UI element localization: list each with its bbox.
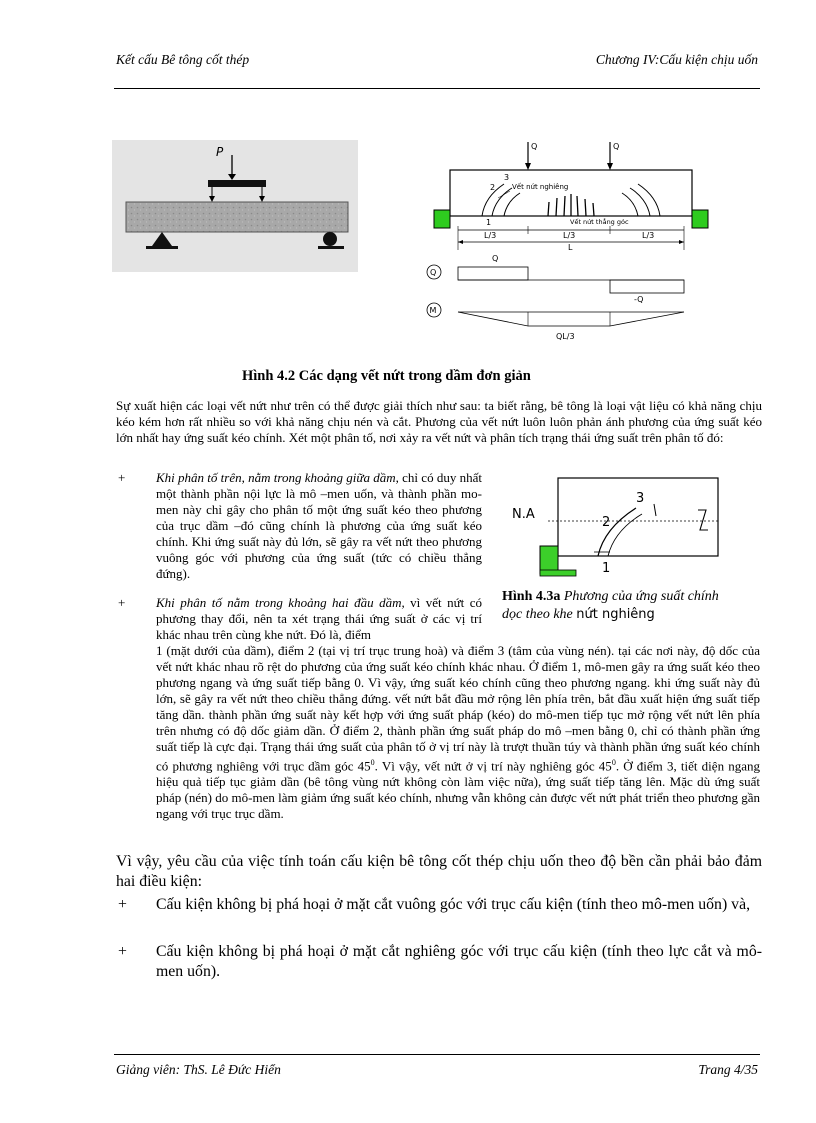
intro-paragraph: Sự xuất hiện các loại vết nứt như trên có thể được giải thích như sau: ta biết rằng, bê tông là loại vật liệu có khả năng chịu kéo kém hơn rất nhiều so với khả năng chịu nén và cắt. Phương của vết nứt luôn luôn phản ánh phương của ứng suất kéo lớn nhất hay ứng suất kéo chính. Xét một phân tố, nơi xảy ra vết nứt và phân tích trạng thái ứng suất trên phân tố đó: bbox=[116, 398, 762, 445]
footer-right: Trang 4/35 bbox=[698, 1062, 758, 1077]
header-rule bbox=[114, 88, 760, 89]
footer-left: Giảng viên: ThS. Lê Đức Hiển bbox=[116, 1062, 281, 1077]
svg-text:-Q: -Q bbox=[634, 295, 644, 304]
condition-2-marker: + bbox=[118, 943, 127, 960]
svg-text:Q: Q bbox=[531, 142, 538, 151]
figure-43a-caption-tail: nứt nghiêng bbox=[576, 607, 655, 622]
svg-text:L/3: L/3 bbox=[642, 231, 655, 240]
bullet-2-continuation: 1 (mặt dưới của dầm), điểm 2 (tại vị trí trục trung hoà) và điểm 3 (tâm của vùng nén). tại các nơi này, độ dốc của vết nứt khác nhau rõ rệt do phương của ứng suất kéo chính khác nhau. Ở điểm 1, mô-men gây ra ứng suất kéo theo phương ngang và ứng suất tiếp bằng 0. Vì vậy, ứng suất kéo chính cũng theo phương ngang. khi ứng suất này đủ lớn, sẽ gây ra vết nứt theo chiều thẳng đứng. vết nứt bắt đầu mở rộng lên phía trên, bắt đầu xuất hiện ứng suất tiếp tăng dần. thành phần ứng suất này kết hợp với ứng suất pháp (kéo) do mô-men tiếp tục mở rộng vết nứt lên phía trên nhưng có độ dốc giảm dần. Ở điểm 2, thành phần ứng suất pháp do mô –men bằng 0, chỉ có thành phần ứng suất tiếp là cực đại. Trạng thái ứng suất của phân tố ở vị trí này là trượt thuần túy và thành phần ứng suất kéo chính có phương nghiêng với trục dầm góc $45^0$. Vì vậy, vết nứt ở vị trí này nghiêng góc $45^0$. Ở điểm 3, tiết diện ngang hiệu quả tiếp tục giảm dần (bê tông vùng nứt không còn làm việc nữa), ứng suất tiếp tăng lên. Mặc dù ứng suất pháp (nén) do mô-men làm giảm ứng suất kéo chính, nhưng vẫn không cản được vết nứt phát triển theo phương gần ngang với trục trục dầm. bbox=[156, 643, 761, 822]
bullet-2-text: vì vết nứt có phương thay đổi, nên ta xét trạng thái ứng suất ở các vị trí khác nhau trên cùng khe nứt. Đó là, điểm bbox=[156, 595, 482, 642]
svg-text:Vết nứt thẳng góc: Vết nứt thẳng góc bbox=[570, 218, 629, 226]
beam-photo bbox=[112, 140, 358, 272]
na-label: N.A bbox=[512, 507, 535, 522]
figure-43a-caption-italic: Phương của ứng suất chính dọc theo khe bbox=[502, 589, 719, 622]
svg-text:2: 2 bbox=[490, 183, 496, 192]
bullet-2-lead: Khi phân tố nằm trong khoảng hai đầu dầm, bbox=[156, 595, 405, 610]
load-plate bbox=[208, 180, 266, 187]
condition-1: Cấu kiện không bị phá hoại ở mặt cắt vuông góc với trục cấu kiện (tính theo mô-men uốn) và, bbox=[156, 896, 751, 913]
left-support bbox=[434, 210, 450, 228]
header-right: Chương IV:Cấu kiện chịu uốn bbox=[595, 52, 758, 67]
crack-diagram bbox=[420, 138, 710, 348]
condition-2: Cấu kiện không bị phá hoại ở mặt cắt nghiêng góc với trục cấu kiện (tính theo lực cắt và mô-men uốn). bbox=[156, 943, 762, 980]
conclusion-paragraph: Vì vậy, yêu cầu của việc tính toán cấu kiện bê tông cốt thép chịu uốn theo độ bền cần phải bảo đảm hai điều kiện: bbox=[116, 853, 762, 890]
roller-support bbox=[323, 232, 337, 246]
svg-text:2: 2 bbox=[602, 515, 611, 530]
svg-text:1: 1 bbox=[486, 218, 492, 227]
bullet-1 bbox=[156, 470, 482, 582]
svg-text:3: 3 bbox=[636, 491, 645, 506]
concrete-beam bbox=[126, 202, 348, 232]
figure-43a-caption bbox=[502, 588, 742, 624]
svg-text:Q: Q bbox=[492, 254, 499, 263]
figure-42-caption: Hình 4.2 Các dạng vết nứt trong dầm đơn giản bbox=[242, 368, 531, 384]
bullet-1-text: chỉ có duy nhất một thành phần nội lực là mô –men uốn, và thành phần mo-men này chỉ gây cho phân tố một ứng suất kéo theo phương của trục dầm –đó cũng chính là phương của ứng suất kéo chính. Khi ứng suất này đủ lớn, sẽ gây ra vết nứt theo phương vuông góc với phương của ứng suất (tức có chiều thẳng đứng). bbox=[156, 470, 482, 581]
svg-text:3: 3 bbox=[504, 173, 510, 182]
condition-1-marker: + bbox=[118, 896, 127, 913]
load-label-p: P bbox=[216, 145, 224, 159]
bullet-1-marker: + bbox=[118, 470, 126, 485]
bullet-2 bbox=[156, 595, 482, 643]
pin-support bbox=[152, 232, 172, 246]
figure-43a bbox=[502, 474, 724, 584]
svg-text:Q: Q bbox=[430, 268, 437, 277]
svg-text:L: L bbox=[568, 243, 573, 252]
header-left: Kết cấu Bê tông cốt thép bbox=[116, 52, 250, 67]
figure-43a-caption-label: Hình 4.3a bbox=[502, 589, 561, 604]
svg-text:1: 1 bbox=[602, 561, 611, 576]
svg-text:L/3: L/3 bbox=[484, 231, 497, 240]
svg-text:QL/3: QL/3 bbox=[556, 332, 575, 341]
svg-text:L/3: L/3 bbox=[563, 231, 576, 240]
right-support bbox=[692, 210, 708, 228]
svg-text:Vết nứt nghiêng: Vết nứt nghiêng bbox=[512, 183, 569, 191]
footer-rule bbox=[114, 1054, 760, 1055]
svg-text:M: M bbox=[429, 306, 437, 315]
bullet-2-marker: + bbox=[118, 595, 126, 610]
svg-text:Q: Q bbox=[613, 142, 620, 151]
bullet-1-lead: Khi phân tố trên, nằm trong khoảng giữa dầm, bbox=[156, 470, 399, 485]
